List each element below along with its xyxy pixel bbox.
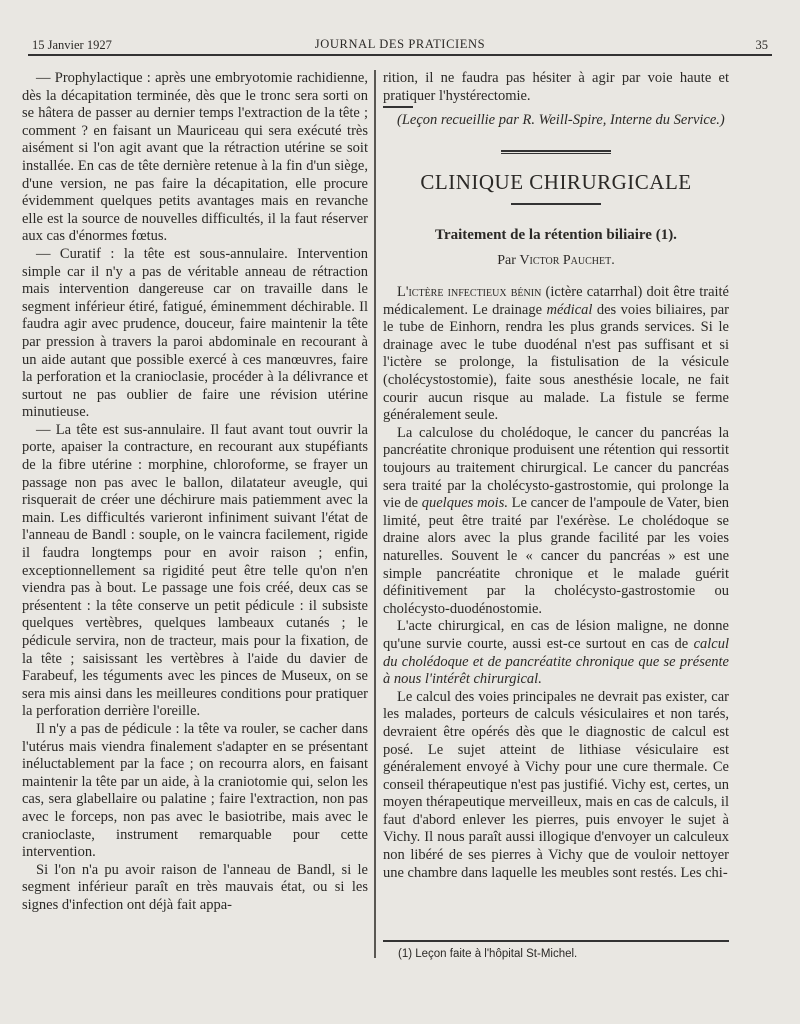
- column-divider: [374, 70, 376, 958]
- author-prefix: Par: [497, 253, 520, 269]
- lesson-credit: (Leçon recueillie par R. Weill-Spire, Interne du Service.): [397, 112, 725, 129]
- paragraph-calculose-text-b: Le cancer de l'ampoule de Vater, bien limité, peut être traité par l'exérèse. Le cholédoque se draine alors avec la plus grande facilité par les voies naturelles. Souvent le « cancer du pancréas » est une simple pancréatite chronique et le malade guérit définitivement par la cholécysto-gastrostomie ou cholécysto-duodénostomie.: [383, 495, 730, 617]
- paragraph-continuation: rition, il ne faudra pas hésiter à agir par voie haute et pratiquer l'hystérectomie.: [383, 70, 729, 104]
- paragraph-acte-text: L'acte chirurgical, en cas de lésion maligne, ne donne qu'une survie courte, aussi est-ce surtout en cas de: [383, 618, 729, 652]
- footnote-rule: [383, 940, 729, 942]
- paragraph-calculose: [383, 425, 729, 619]
- paragraph-ictere-text-a: (ictère catarrhal) doit être traité médicalement. Le drainage: [383, 284, 729, 318]
- section-title-rule: [511, 203, 601, 205]
- paragraph-anneau-bandl: Si l'on n'a pu avoir raison de l'anneau de Bandl, si le segment inférieur paraît en très mauvais état, ou si les signes d'infection ont déjà fait appa-: [22, 861, 368, 913]
- paragraph-curatif: — Curatif : la tête est sous-annulaire. Intervention simple car il n'y a pas de véritable anneau de rétraction mais intervention dangereuse car on travaille dans le segment inférieur étiré, fatigué, éminemment déchirable. Il faudra agir avec prudence, douceur, faire maintenir la tête par pression à travers la paroi abdominale en recourant à un aide autant que possible exercé à ces manœuvres, faire la perforation et la cranioclasie, procéder à la délivrance et surtout ne pas oublier de faire une révision utérine minutieuse.: [22, 245, 368, 421]
- issue-date: 15 Janvier 1927: [32, 38, 112, 52]
- footnote: (1) Leçon faite à l'hôpital St-Michel.: [398, 948, 578, 960]
- article-title: Traitement de la rétention biliaire (1).: [435, 226, 677, 243]
- section-separator: [501, 150, 611, 154]
- left-column: [22, 70, 368, 915]
- paragraph-pas-de-pedicule: Il n'y a pas de pédicule : la tête va rouler, se cacher dans l'utérus mais viendra finalement s'adapter en se présentant inéluctablement par la face ; on recourra alors, en faisant maintenir la tête par un aide, à la craniotomie qui, selon les cas, sera glabellaire ou palatine ; faire l'extraction, non pas avec le forceps, non pas avec le basiotribe, mais avec le cranioclaste, instrument remarquable pour cette intervention.: [22, 720, 368, 861]
- paragraph-acte-chirurgical: [383, 618, 729, 688]
- lead-in-smallcaps: L'ictère infectieux bénin: [397, 284, 542, 301]
- paragraph-prophylactique: — Prophylactique : après une embryotomie rachidienne, dès la décapitation terminée, dès que le tronc sera sorti on se hâtera de passer au dernier temps l'extraction de la tête ; comment ? en faisant un Mauriceau qui sera exécuté très aisément si l'on agit avant que la rétraction utérine se soit installée. En cas de tête dernière retenue à la fin d'un siège, d'une version, ne pas faire la décapitation, elle procure évidemment quelques petits avantages mais en revanche elle est la source de nouvelles difficultés, il la faut réserver aux cas d'énormes fœtus.: [22, 70, 368, 245]
- paragraph-calcul-voies: Le calcul des voies principales ne devrait pas exister, car les malades, porteurs de calculs vésiculaires et non tarés, devraient être opérés dès que le diagnostic de calcul est posé. Le sujet atteint de lithiase vésiculaire est généralement envoyé à Vichy pour une cure thermale. Ce conseil thérapeutique n'est pas justifié. Vichy est, certes, un moyen thérapeutique merveilleux, mais en cas de calculs, il faut d'abord enlever les pierres, puis envoyer le sujet à Vichy. Il nous paraît aussi illogique d'envoyer un calculeux non libéré de ses pierres à Vichy que de vouloir nettoyer une chambre dans laquelle les meubles sont restés. Les chi-: [383, 688, 729, 881]
- article-author: [383, 252, 729, 270]
- paragraph-ictere-text-b: des voies biliaires, par le tube de Einhorn, rendra les plus grands services. Si le drainage avec le tube duodénal n'est pas suffisant et si l'ictère se prolonge, la fistulisation de la vésicule (cholécystostomie), faite sous anesthésie locale, ne fait courir aucun risque au malade. La fistule se ferme généralement seule.: [383, 301, 729, 424]
- short-rule: [383, 106, 413, 108]
- section-title: CLINIQUE CHIRURGICALE: [420, 169, 692, 194]
- paragraph-sus-annulaire: — La tête est sus-annulaire. Il faut avant tout ouvrir la porte, apaiser la contracture, en recourant aux stupéfiants de la fibre utérine : morphine, chloroforme, se frayer un passage non pas avec le ballon, dilatateur aveugle, qui risquerait de créer une déchirure mais patiemment avec la main. Les difficultés varieront infiniment suivant l'état de l'anneau de Bandl : souple, on le vaincra facilement, rigide il faudra longtemps pour en avoir raison ; enfin, exceptionnellement sa rigidité peut être telle qu'on n'en viendra pas à bout. Le passage une fois créé, deux cas se présentent : la tête conserve un petit pédicule : il subsiste quelques vertèbres, quelques lambeaux cutanés ; le pédicule servira, non de tracteur, mais pour la fixation, de la tête ; saisissant les vertèbres à l'aide du davier de Farabeuf, les téguments avec les pinces de Museux, on se sera mis ainsi dans les meilleures conditions pour pratiquer la perforation derrière l'oreille.: [22, 421, 368, 720]
- paragraph-ictere: [383, 284, 729, 425]
- journal-title: JOURNAL DES PRATICIENS: [314, 37, 486, 51]
- right-column: [383, 70, 729, 882]
- author-name: Victor Pauchet.: [519, 253, 615, 269]
- emphasis-quelques-mois: quelques mois.: [421, 495, 508, 512]
- emphasis-calcul-choledoque: calcul du cholédoque et de pancréatite chronique que se présente à nous l'intérêt chirurgical.: [383, 635, 729, 688]
- running-header: [28, 36, 772, 56]
- page-number: 35: [755, 38, 768, 52]
- paragraph-calculose-text-a: La calculose du cholédoque, le cancer du pancréas la pancréatite chronique produisent une rétention qui ressortit toujours au traitement chirurgical. Le cancer du pancréas sera traité par la cholécysto-gastrostomie, qui prolonge la vie de: [383, 424, 729, 512]
- emphasis-medical: médical: [546, 301, 593, 318]
